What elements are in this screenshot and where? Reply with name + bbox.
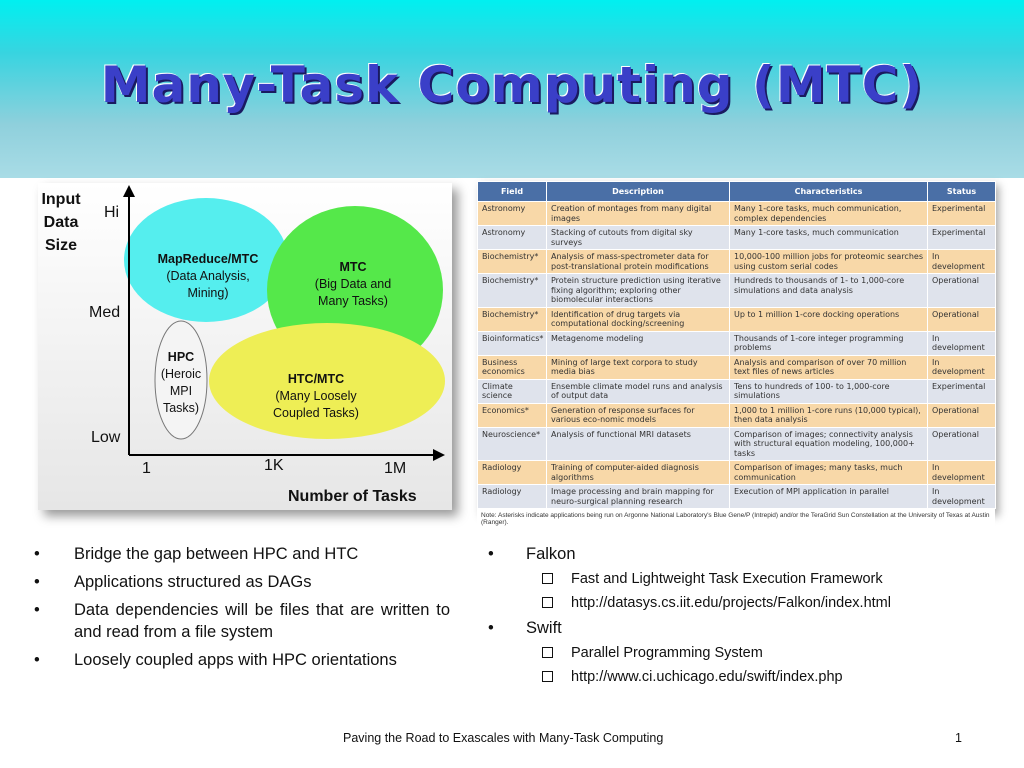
bullet-text: Swift — [526, 619, 562, 637]
cell-status: In development — [928, 485, 996, 509]
table-row — [478, 379, 996, 403]
mtc-diagram — [38, 183, 452, 510]
bubble-desc: (Big Data and — [314, 277, 392, 291]
cell-status: In development — [928, 250, 996, 274]
cell-description: Analysis of functional MRI datasets — [547, 427, 730, 461]
cell-status: Operational — [928, 427, 996, 461]
cell-description: Ensemble climate model runs and analysis of output data — [547, 379, 730, 403]
bullet-dot: • — [488, 545, 494, 563]
bubble-desc: Mining) — [187, 286, 229, 300]
y-tick-low: Low — [91, 429, 121, 446]
cell-field: Radiology — [478, 461, 547, 485]
applications-table — [477, 181, 996, 509]
checkbox-bullet-icon — [542, 597, 553, 608]
cell-status: In development — [928, 461, 996, 485]
bubble-desc: Many Tasks) — [318, 294, 388, 308]
table-row — [478, 274, 996, 308]
hpc-label — [152, 349, 210, 417]
bubble-name: MTC — [339, 260, 367, 274]
cell-field: Astronomy — [478, 202, 547, 226]
bullet-text: Loosely coupled apps with HPC orientations — [74, 651, 397, 669]
cell-characteristics: Comparison of images; connectivity analysis with structural equation modeling, 100,000+ tasks — [730, 427, 928, 461]
cell-description: Stacking of cutouts from digital sky surveys — [547, 226, 730, 250]
cell-characteristics: Execution of MPI application in parallel — [730, 485, 928, 509]
cell-field: Bioinformatics* — [478, 331, 547, 355]
cell-description: Mining of large text corpora to study media bias — [547, 355, 730, 379]
cell-description: Image processing and brain mapping for neuro-surgical planning research — [547, 485, 730, 509]
bubble-desc: Coupled Tasks) — [273, 406, 359, 420]
bullet-dot: • — [34, 651, 40, 669]
mapreduce-label — [146, 251, 270, 302]
cell-status: Experimental — [928, 226, 996, 250]
list-item-swift — [488, 617, 988, 639]
cell-field: Economics* — [478, 403, 547, 427]
cell-status: In development — [928, 331, 996, 355]
mtc-label — [293, 259, 413, 310]
cell-description: Training of computer-aided diagnosis algorithms — [547, 461, 730, 485]
page-number: 1 — [955, 731, 962, 745]
checkbox-bullet-icon — [542, 671, 553, 682]
cell-status: In development — [928, 355, 996, 379]
cell-field: Radiology — [478, 485, 547, 509]
bubble-desc: Tasks) — [162, 401, 200, 415]
cell-description: Generation of response surfaces for various eco-nomic models — [547, 403, 730, 427]
sub-bullet-text: Fast and Lightweight Task Execution Framework — [571, 571, 883, 587]
cell-field: Biochemistry* — [478, 307, 547, 331]
cell-characteristics: Thousands of 1-core integer programming problems — [730, 331, 928, 355]
y-tick-med: Med — [89, 304, 121, 321]
table-row — [478, 461, 996, 485]
y-title-line: Size — [44, 237, 77, 254]
cell-status: Experimental — [928, 379, 996, 403]
cell-description: Creation of montages from many digital images — [547, 202, 730, 226]
bullet-text: Bridge the gap between HPC and HTC — [74, 545, 359, 563]
list-item — [34, 649, 450, 671]
cell-description: Identification of drug targets via computational docking/screening — [547, 307, 730, 331]
cell-description: Protein structure prediction using iterative fixing algorithm; exploring other biomolecular interactions — [547, 274, 730, 308]
table-row — [478, 355, 996, 379]
cell-field: Biochemistry* — [478, 274, 547, 308]
swift-link[interactable]: http://www.ci.uchicago.edu/swift/index.php — [571, 669, 843, 685]
falkon-link[interactable]: http://datasys.cs.iit.edu/projects/Falkon/index.html — [571, 595, 891, 611]
cell-description: Metagenome modeling — [547, 331, 730, 355]
cell-characteristics: Comparison of images; many tasks, much communication — [730, 461, 928, 485]
cell-field: Neuroscience* — [478, 427, 547, 461]
bubble-desc: (Heroic — [160, 367, 202, 381]
htc-label — [260, 371, 372, 422]
sub-list-item — [488, 569, 988, 589]
bullet-text: Data dependencies will be files that are written to and read from a file system — [74, 601, 450, 641]
table-note: Note: Asterisks indicate applications being run on Argonne National Laboratory's Blue Gene/P (Intrepid) and/or the TeraGrid Sun Constellation at the University of Texas at Austin (Ranger). — [477, 509, 995, 529]
col-header-field: Field — [478, 182, 547, 202]
y-title-line: Input — [41, 191, 81, 208]
footer-text: Paving the Road to Exascales with Many-Task Computing — [343, 731, 664, 745]
col-header-status: Status — [928, 182, 996, 202]
bubble-name: MapReduce/MTC — [157, 252, 259, 266]
cell-characteristics: Many 1-core tasks, much communication — [730, 226, 928, 250]
bubble-name: HPC — [167, 350, 195, 364]
y-tick-hi: Hi — [104, 204, 120, 221]
list-item — [34, 543, 450, 565]
col-header-characteristics: Characteristics — [730, 182, 928, 202]
table-row — [478, 202, 996, 226]
bubble-desc: (Data Analysis, — [166, 269, 250, 283]
cell-description: Analysis of mass-spectrometer data for post-translational protein modifications — [547, 250, 730, 274]
sub-list-item — [488, 593, 988, 613]
bullet-text: Falkon — [526, 545, 576, 563]
y-title-line: Data — [43, 214, 79, 231]
cell-characteristics: Up to 1 million 1-core docking operations — [730, 307, 928, 331]
table-body — [478, 202, 996, 509]
x-axis-title: Number of Tasks — [288, 488, 417, 505]
left-bullet-list — [34, 543, 450, 677]
cell-characteristics: 10,000-100 million jobs for proteomic searches using custom serial codes — [730, 250, 928, 274]
cell-status: Operational — [928, 307, 996, 331]
col-header-description: Description — [547, 182, 730, 202]
x-tick-1k: 1K — [264, 457, 284, 474]
mtc-applications-table — [477, 181, 995, 526]
x-tick-1: 1 — [142, 460, 151, 477]
right-bullet-list — [488, 543, 988, 691]
bullet-dot: • — [488, 619, 494, 637]
bullet-dot: • — [34, 573, 40, 591]
sub-bullet-text: Parallel Programming System — [571, 645, 763, 661]
cell-field: Climate science — [478, 379, 547, 403]
cell-characteristics: 1,000 to 1 million 1-core runs (10,000 typical), then data analysis — [730, 403, 928, 427]
bubble-desc: (Many Loosely — [275, 389, 357, 403]
cell-field: Biochemistry* — [478, 250, 547, 274]
cell-characteristics: Tens to hundreds of 100- to 1,000-core simulations — [730, 379, 928, 403]
list-item — [34, 599, 450, 643]
bullet-dot: • — [34, 545, 40, 563]
slide-title: Many-Task Computing (MTC) — [100, 56, 924, 114]
x-axis-arrow — [433, 449, 445, 461]
cell-status: Operational — [928, 274, 996, 308]
table-row — [478, 331, 996, 355]
y-axis-arrow — [123, 185, 135, 197]
checkbox-bullet-icon — [542, 647, 553, 658]
table-row — [478, 427, 996, 461]
checkbox-bullet-icon — [542, 573, 553, 584]
sub-list-item — [488, 667, 988, 687]
table-header-row — [478, 182, 996, 202]
cell-field: Astronomy — [478, 226, 547, 250]
bubble-name: HTC/MTC — [287, 372, 345, 386]
bullet-text: Applications structured as DAGs — [74, 573, 312, 591]
x-tick-1m: 1M — [384, 460, 407, 477]
table-row — [478, 307, 996, 331]
y-axis-title — [38, 188, 84, 257]
table-row — [478, 250, 996, 274]
cell-field: Business economics — [478, 355, 547, 379]
cell-characteristics: Hundreds to thousands of 1- to 1,000-core simulations and data analysis — [730, 274, 928, 308]
list-item — [34, 571, 450, 593]
table-row — [478, 226, 996, 250]
list-item-falkon — [488, 543, 988, 565]
bullet-dot: • — [34, 601, 40, 619]
bubble-desc: MPI — [169, 384, 193, 398]
cell-characteristics: Analysis and comparison of over 70 million text files of news articles — [730, 355, 928, 379]
cell-characteristics: Many 1-core tasks, much communication, complex dependencies — [730, 202, 928, 226]
cell-status: Operational — [928, 403, 996, 427]
cell-status: Experimental — [928, 202, 996, 226]
table-row — [478, 403, 996, 427]
sub-list-item — [488, 643, 988, 663]
table-row — [478, 485, 996, 509]
